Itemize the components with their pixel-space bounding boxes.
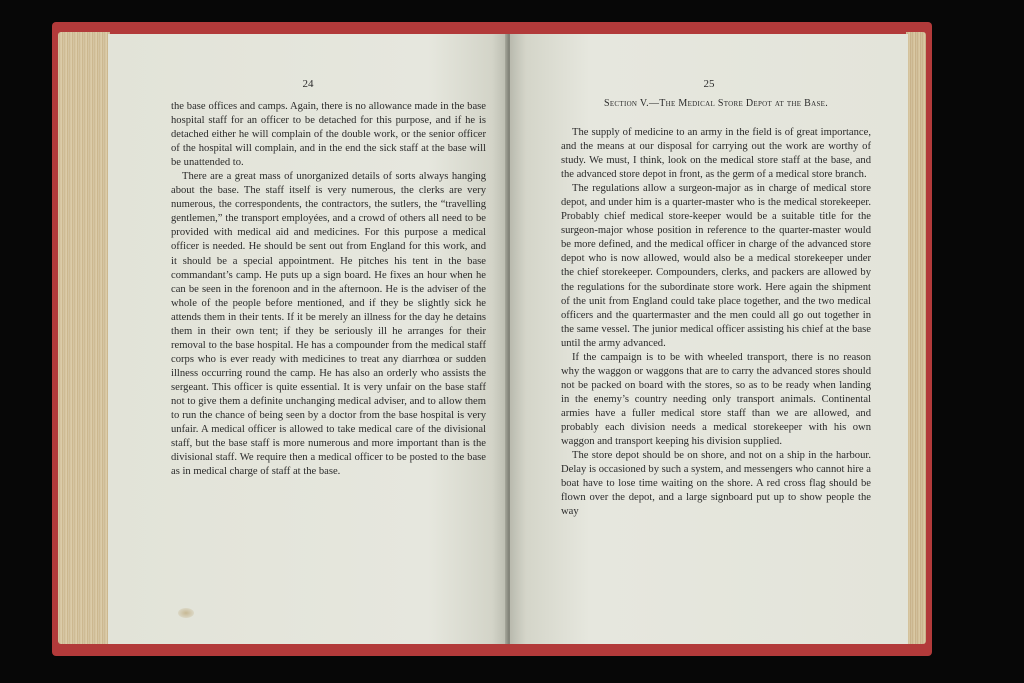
page-edges-left <box>58 32 110 644</box>
right-paragraph-1: The supply of medicine to an army in the field is of great importance, and the means at our disposal for carrying out the work are worthy of study. We must, I think, look on the medical store staff at the base, and the advanced store depot in front, as the germ of a medical store branch. <box>561 127 871 181</box>
left-page <box>108 34 508 644</box>
left-page-text <box>171 100 486 479</box>
page-edges-right <box>906 32 926 644</box>
left-page-number: 24 <box>302 78 314 90</box>
right-paragraph-4: The store depot should be on shore, and not on a ship in the harbour. Delay is occasioned by such a system, and messengers who cannot hire a boat have to lose time waiting on the shore. A red cross flag should be flown over the depot, and a large signboard put up to show people the way <box>561 450 871 518</box>
left-paragraph-2: There are a great mass of unorganized details of sorts always hanging about the base. The staff itself is very numerous, the clerks are very numerous, the correspondents, the contractors, the sutlers, the “travelling gentlemen,” the transport employées, and a crowd of others all need to be provided with medical aid and medicines. For this purpose a medical officer is needed. He should be sent out from England for this work, and it should be a special appointment. He pitches his tent in the base commandant’s camp. He puts up a sign board. He fixes an hour when he can be seen in the forenoon and in the afternoon. He is the adviser of the whole of the people before mentioned, and if they be slightly sick he attends them in their tents. If it be merely an illness for the day he detains them in their own tent; if they be seriously ill he arranges for their removal to the base hospital. He has a compounder from the medical staff corps who is ever ready with medicines to treat any diarrhœa or sudden illness occurring round the camp. He has also an orderly who assists the sergeant. This officer is quite essential. It is very unfair on the base staff not to give them a definite unchanging medical adviser, and to allow them to run the chance of being seen by a doctor from the base hospital is very unfair. A medical officer is allowed to take medical care of the divisional staff, but the base staff is more numerous and more important than is the divisional staff. We require then a medical officer to be posted to the base as in medical charge of staff at the base. <box>171 171 486 478</box>
right-page-number: 25 <box>703 78 715 90</box>
right-page-text <box>561 126 871 519</box>
right-page <box>510 34 908 644</box>
left-paragraph-1: the base offices and camps. Again, there is no allowance made in the base hospital staff for an officer to be detached for this purpose, and if he is detached either he will complain of the double work, or the senior officer of the hospital will complain, and in the end the sick staff at the base will be unattended to. <box>171 101 486 169</box>
right-paragraph-2: The regulations allow a surgeon-major as in charge of medical store depot, and under him is a quarter-master who is the medical storekeeper. Probably chief medical store-keeper would be a suitable title for the surgeon-major whose position in reference to the quarter-master would be more defined, and the medical officer in charge of the advanced store depot who is now allowed, would also be a medical storekeeper under the chief storekeeper. Compounders, clerks, and packers are allowed by the regulations for the subordinate store work. Here again the shipment of the unit from England could take place together, and the two medical officers and the quartermaster and the men could all go out together in the same vessel. The junior medical officer assisting his chief at the base until the army advanced. <box>561 183 871 349</box>
section-heading: Section V.—The Medical Store Depot at the Base. <box>603 98 829 109</box>
right-paragraph-3: If the campaign is to be with wheeled transport, there is no reason why the waggon or waggons that are to carry the advanced stores should not be packed on board with the stores, so as to be ready when landing in the enemy’s country needing only transport animals. Continental armies have a fuller medical store staff than we are allowed, and probably each division needs a medical storekeeper with his own waggon and transport keeping his division supplied. <box>561 351 871 448</box>
page-stain <box>178 608 194 618</box>
